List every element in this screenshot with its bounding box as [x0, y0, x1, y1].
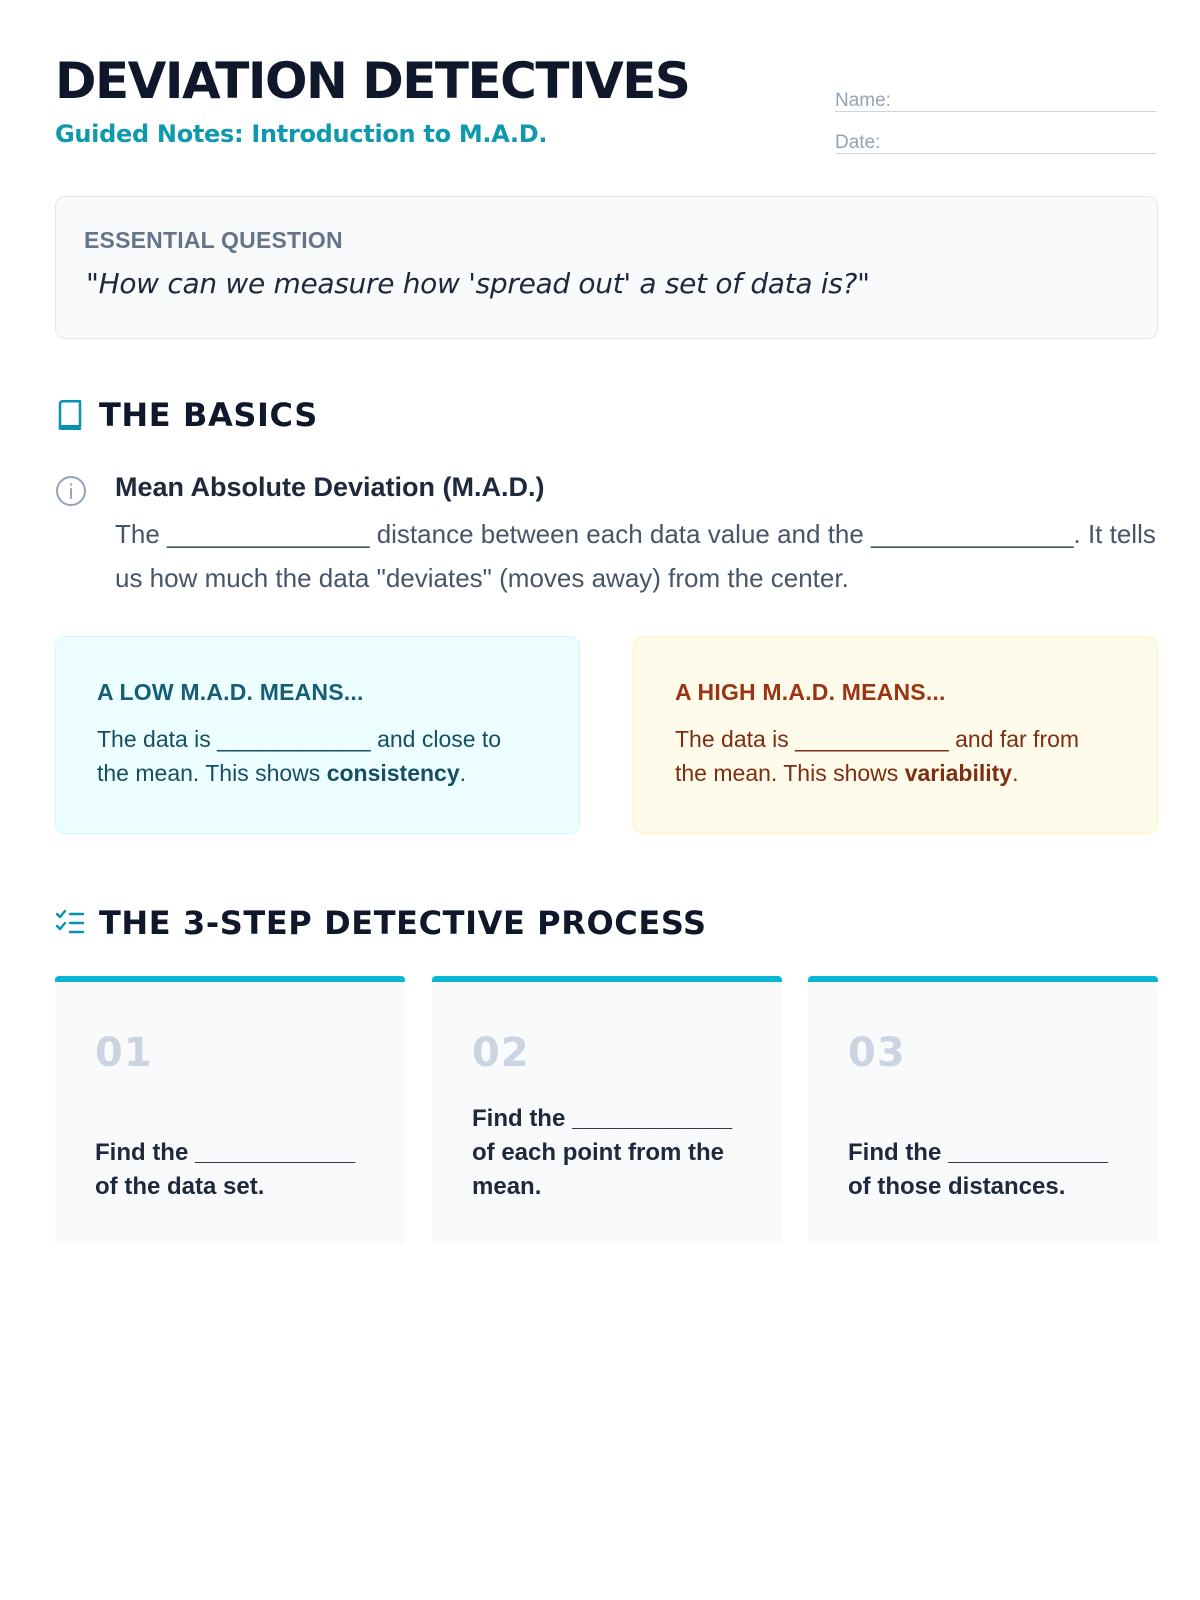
- high-mad-keyword: variability: [904, 760, 1013, 786]
- essential-question-text: "How can we measure how 'spread out' a set of data is?": [86, 267, 870, 300]
- process-heading: THE 3-STEP DETECTIVE PROCESS: [99, 904, 707, 942]
- high-mad-text: [675, 722, 1117, 790]
- essential-question-label: ESSENTIAL QUESTION: [84, 227, 343, 253]
- low-mad-keyword: consistency: [326, 760, 460, 786]
- basics-section-header: [55, 396, 318, 434]
- name-label: Name:: [835, 90, 891, 111]
- page-subtitle: Guided Notes: Introduction to M.A.D.: [55, 120, 548, 148]
- step-text: Find the ____________ of the data set.: [95, 1139, 356, 1200]
- date-field[interactable]: [835, 124, 1157, 154]
- name-field[interactable]: [835, 82, 1157, 112]
- step-card-3: [808, 976, 1158, 1244]
- date-label: Date:: [835, 132, 881, 153]
- definition-term: Mean Absolute Deviation (M.A.D.): [115, 472, 545, 502]
- step-card-2: [432, 976, 782, 1244]
- definition-text: The ______________ distance between each data value and the ______________. It tells us how much the data "deviates" (moves away) from the center.: [115, 519, 1156, 593]
- checklist-icon: [55, 909, 85, 937]
- step-card-1: [55, 976, 405, 1244]
- high-mad-title: A HIGH M.A.D. MEANS...: [675, 679, 946, 705]
- step-text: Find the ____________ of those distances.: [848, 1139, 1109, 1200]
- step-number: 03: [848, 1030, 906, 1076]
- high-mad-card: [633, 636, 1158, 834]
- step-number: 02: [472, 1030, 530, 1076]
- process-section-header: [55, 904, 707, 942]
- essential-question-box: [55, 196, 1158, 339]
- info-icon: [55, 475, 87, 512]
- low-mad-text-suffix: .: [459, 760, 467, 786]
- step-number: 01: [95, 1030, 153, 1076]
- low-mad-text: [97, 722, 539, 790]
- basics-heading: THE BASICS: [99, 396, 318, 434]
- step-text: Find the ____________ of each point from the mean.: [472, 1105, 733, 1200]
- page-title: DEVIATION DETECTIVES: [55, 52, 690, 110]
- low-mad-title: A LOW M.A.D. MEANS...: [97, 679, 364, 705]
- book-icon: [55, 398, 85, 432]
- high-mad-text-prefix: The data is ____________ and far from the mean. This shows: [675, 726, 1080, 786]
- low-mad-text-prefix: The data is ____________ and close to the mean. This shows: [97, 726, 502, 786]
- low-mad-card: [55, 636, 580, 834]
- high-mad-text-suffix: .: [1012, 760, 1019, 786]
